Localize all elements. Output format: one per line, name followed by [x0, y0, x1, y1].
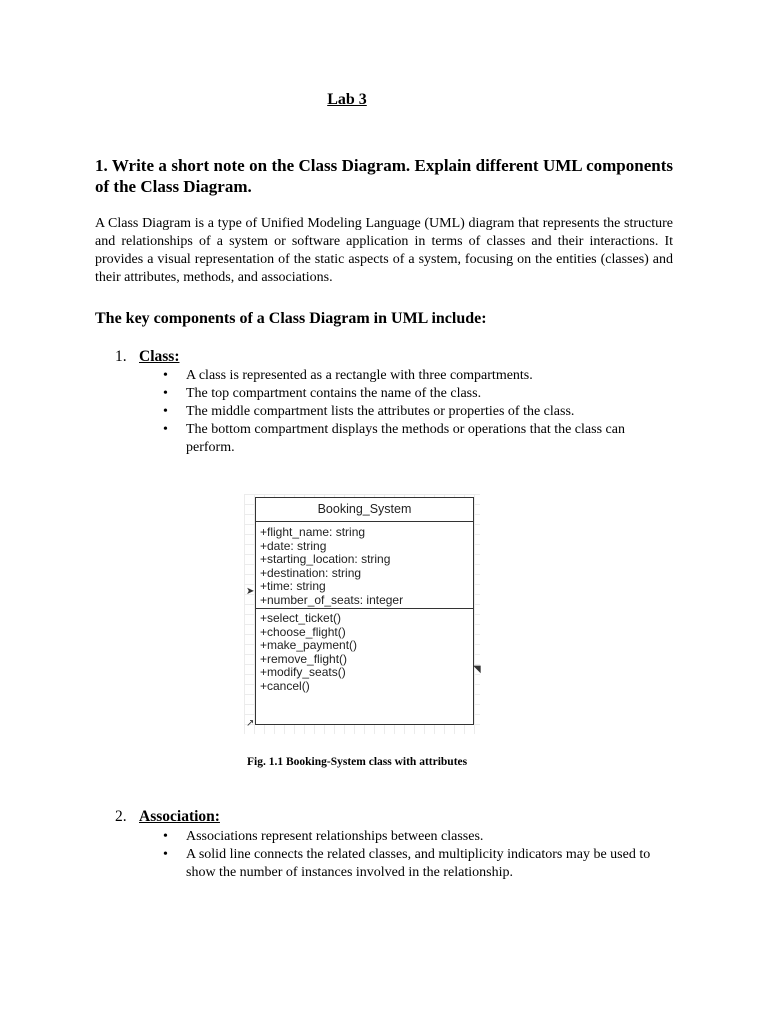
list-item: • The middle compartment lists the attributes or properties of the class.: [163, 403, 673, 421]
class-bullet-list: [163, 367, 673, 457]
uml-class-name: Booking_System: [256, 498, 473, 522]
list-item: • The bottom compartment displays the methods or operations that the class can perform.: [163, 421, 673, 457]
figure-caption: Fig. 1.1 Booking-System class with attributes: [247, 756, 468, 768]
uml-class-figure: [244, 494, 480, 734]
uml-attributes-compartment: [256, 522, 473, 609]
uml-methods-compartment: [256, 609, 473, 694]
intro-paragraph: A Class Diagram is a type of Unified Modeling Language (UML) diagram that represents the structure and relationships of a system or software application in terms of classes and their interactions. It provides a visual representation of the static aspects of a system, focusing on the entities (classes) and their attributes, methods, and associations.: [95, 216, 673, 285]
section-number: 1.: [115, 348, 127, 365]
uml-class-box: [255, 497, 474, 725]
uml-method: +choose_flight(): [260, 624, 346, 639]
uml-method: +select_ticket(): [260, 611, 342, 625]
section-number: 2.: [115, 808, 127, 825]
section-label: Association:: [139, 808, 220, 825]
association-bullet-list: [163, 828, 673, 882]
section-class-heading: [115, 348, 179, 366]
uml-method: +make_payment(): [260, 638, 358, 653]
uml-attribute: +destination: string: [260, 565, 362, 580]
uml-method: +remove_flight(): [260, 651, 348, 666]
uml-method: +modify_seats(): [260, 665, 346, 680]
uml-attribute: +flight_name: string: [260, 525, 366, 539]
key-components-heading: The key components of a Class Diagram in UML include:: [95, 310, 487, 327]
question-heading: 1. Write a short note on the Class Diagram. Explain different UML components of the Class Diagram.: [95, 156, 673, 196]
list-item: • The top compartment contains the name of the class.: [163, 385, 673, 403]
arrow-corner-icon: ◥: [473, 664, 481, 675]
lab-title: Lab 3: [327, 91, 367, 108]
arrow-right-icon: ➤: [246, 586, 255, 597]
uml-attribute: +time: string: [260, 579, 326, 594]
uml-method: +cancel(): [260, 678, 310, 693]
uml-attribute: +date: string: [260, 538, 327, 553]
list-item: • Associations represent relationships between classes.: [163, 828, 673, 846]
list-item: • A class is represented as a rectangle with three compartments.: [163, 367, 673, 385]
section-label: Class:: [139, 348, 180, 365]
uml-attribute: +number_of_seats: integer: [260, 592, 404, 607]
uml-attribute: +starting_location: string: [260, 552, 391, 567]
arrow-up-right-icon: ↗: [246, 718, 255, 729]
section-association-heading: [115, 808, 220, 826]
list-item: • A solid line connects the related classes, and multiplicity indicators may be used to show the number of instances involved in the relationship.: [163, 846, 673, 882]
